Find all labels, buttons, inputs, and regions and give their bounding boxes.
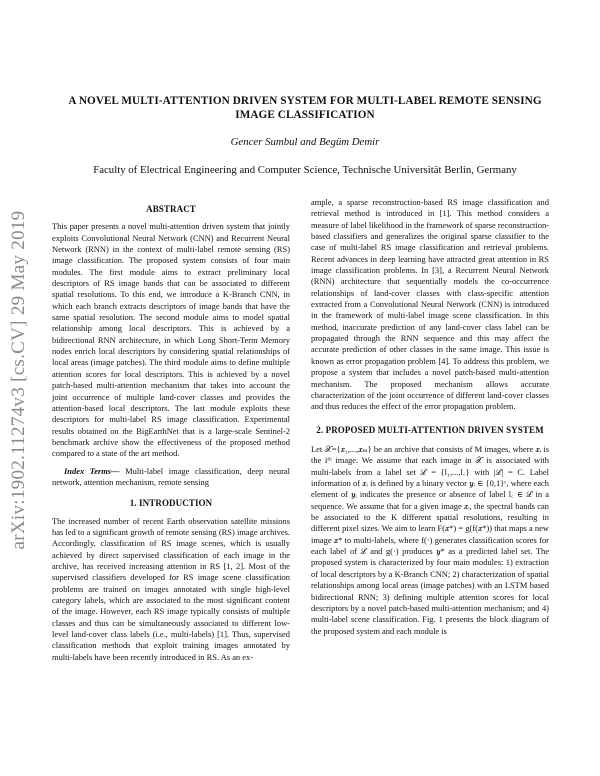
arxiv-identifier-stamp (6, 200, 32, 560)
section2-text: Let 𝒳={𝒙₁,...,𝒙ₘ} be an archive that consists of M images, where 𝒙ᵢ is the iᵗʰ image. We assume that each image in 𝒳 is associated with multi-labels from a label set ℒ = {l₁,...,l꜀} with |ℒ| = C. Label information of 𝒙ᵢ is defined by a binary vector 𝒚ᵢ ∈ {0,1}ᶜ, where each element of 𝒚ᵢ indicates the presence or absence of label l꜀ ∈ ℒ in a sequence. We assume that for a given image 𝒙ᵢ, the spectral bands can be associated to the K different spatial resolutions, resulting in different pixel sizes. We aim to learn F(𝒙*) = g(f(𝒙*)) that maps a new image 𝒙* to multi-labels, where f(·) generates classification scores for each label of ℒ and g(·) produces 𝒚* as a predicted label set. The proposed system is characterized by four main modules: 1) extraction of local descriptors by a K-Branch CNN; 2) characterization of spatial relationships among local areas (image patches) with an LSTM based bidirectional RNN; 3) defining multiple attention scores for local descriptors by a novel patch-based multi-attention mechanism; and 4) multi-label scene classification. Fig. 1 presents the block diagram of the proposed system and each module is (311, 444, 549, 636)
arxiv-id-text[interactable]: arXiv:1902.11274v3 [cs.CV] 29 May 2019 (8, 210, 29, 550)
right-column (311, 197, 549, 637)
index-terms-label: Index Terms— (64, 465, 120, 476)
introduction-continued-text: ample, a sparse reconstruction-based RS image classification and retrieval method is introduced in [1]. This method considers a measure of label likelihood in the framework of sparse reconstruction-based classifiers and generalizes the original sparse classifier to the case of multi-label RS image classification and retrieval problems. Recent advances in deep learning have attracted great attention in RS image classification problems. In [3], a Recurrent Neural Network (RNN) architecture that sequentially models the co-occurrence relationships of land-cover classes with class-specific attention extracted from a Convolutional Neural Network (CNN) is introduced in the framework of multi-label image scene classification. In this method, inaccurate prediction of any land-cover class label can be propagated through the RNN sequence and this may affect the accurate prediction of other classes in the same image. This issue is known as error propagation problem [4]. To address this problem, we propose a system that includes a novel patch-based multi-attention mechanism. The proposed mechanism allows accurate characterization of the joint occurrence of different land-cover classes and thus reduces the effect of the error propagation problem. (311, 197, 549, 412)
introduction-heading: 1. INTRODUCTION (129, 498, 213, 509)
index-terms-text: Multi-label image classification, deep neural network, attention mechanism, remote sensing (52, 465, 290, 487)
index-terms (52, 466, 290, 489)
left-column (52, 204, 290, 663)
abstract-heading: ABSTRACT (146, 204, 196, 214)
paper-title: A NOVEL MULTI-ATTENTION DRIVEN SYSTEM FOR MULTI-LABEL REMOTE SENSING IMAGE CLASSIFICATION (68, 95, 542, 121)
paper-authors: Gencer Sumbul and Begüm Demir (230, 136, 380, 148)
section2-heading: 2. PROPOSED MULTI-ATTENTION DRIVEN SYSTEM (316, 424, 544, 435)
paper-affiliation: Faculty of Electrical Engineering and Computer Science, Technische Universität Berlin, Germany (93, 164, 517, 176)
introduction-text: The increased number of recent Earth observation satellite missions has led to a significant growth of remote sensing (RS) image archives. Accordingly, classification of RS image scenes, which is usually achieved by direct supervised classification of each image in the archive, has received increasing attention in RS [1, 2]. Most of the supervised classifiers developed for RS image scene classification problems are trained on images annotated with single high-level category labels, which are associated to the most significant content of the image. However, each RS image typically consists of multiple classes and thus can be simultaneously associated to different low-level land-cover class labels (i.e., multi-labels) [1]. Thus, supervised classification methods that exploit training images annotated by multi-labels have been recently introduced in RS. As an ex- (52, 515, 290, 662)
abstract-text: This paper presents a novel multi-attention driven system that jointly exploits Convolutional Neural Network (CNN) and Recurrent Neural Network (RNN) in the context of multi-label remote sensing (RS) image classification. The proposed system consists of four main modules. The first module aims to extract preliminary local descriptors of RS image bands that can be associated to different spatial resolutions. To this end, we introduce a K-Branch CNN, in which each branch extracts descriptors of image bands that have the same spatial resolution. The second module aims to model spatial relationship among local descriptors. This is achieved by a bidirectional RNN architecture, in which Long Short-Term Memory nodes enrich local descriptors by considering spatial relationships of local areas (image patches). The third module aims to define multiple attention scores for local descriptors. This is achieved by a novel patch-based multi-attention mechanism that takes into account the joint occurrence of multiple land-cover classes and provides the attention-based local descriptors. The last module exploits these descriptors for multi-label RS image classification. Experimental results obtained on the BigEarthNet that is a large-scale Sentinel-2 benchmark archive show the effectiveness of the proposed method compared to a state of the art method. (52, 221, 290, 459)
